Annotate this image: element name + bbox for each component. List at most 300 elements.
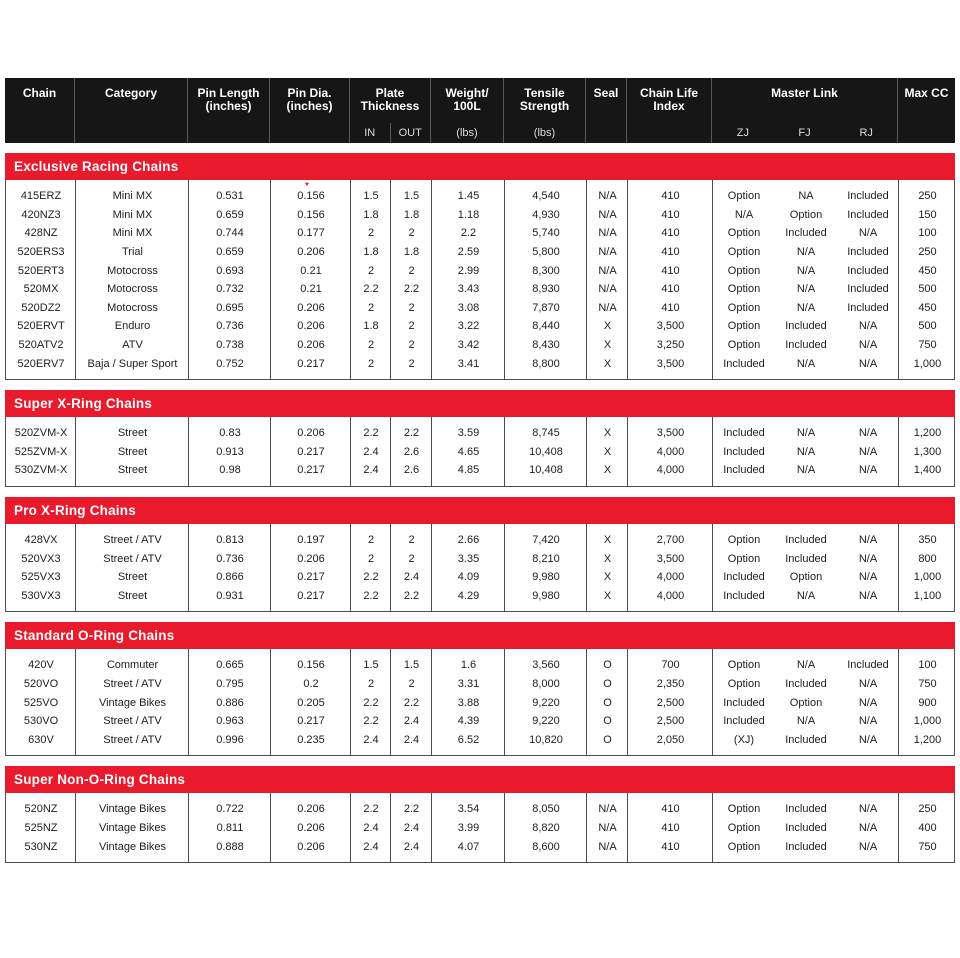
cell-seal: X bbox=[603, 445, 612, 458]
cell-pin-length: 0.795 bbox=[216, 677, 244, 690]
cell-chain-life-index: 2,700 bbox=[656, 534, 685, 547]
column-subheader-out: OUT bbox=[390, 123, 431, 143]
cell-chain-life-index: 4,000 bbox=[656, 571, 685, 584]
cell-weight-100l: 1.6 bbox=[460, 659, 477, 672]
cell-master-rj: N/A bbox=[858, 840, 878, 853]
cell-seal: N/A bbox=[598, 821, 617, 834]
table-header-row bbox=[5, 78, 955, 143]
cell-max-cc: 1,000 bbox=[913, 715, 942, 728]
column-divider bbox=[350, 524, 351, 611]
cell-plate-in: 2.4 bbox=[363, 821, 379, 834]
cell-plate-out: 2.2 bbox=[403, 427, 420, 440]
cell-seal: O bbox=[603, 715, 612, 728]
cell-chain-life-index: 4,000 bbox=[656, 589, 685, 602]
cell-chain: 520ATV2 bbox=[18, 339, 64, 352]
cell-chain: 630V bbox=[28, 733, 54, 746]
column-header-max-cc bbox=[898, 78, 955, 143]
column-divider bbox=[504, 793, 505, 862]
table-row bbox=[6, 243, 954, 262]
cell-seal: O bbox=[603, 696, 612, 709]
cell-plate-in: 2.2 bbox=[363, 696, 379, 709]
column-header-label bbox=[270, 78, 349, 143]
column-divider bbox=[627, 524, 628, 611]
cell-chain: 420NZ3 bbox=[21, 208, 61, 221]
cell-master-fj: Included bbox=[785, 821, 827, 834]
cell-master-fj: N/A bbox=[796, 589, 816, 602]
cell-plate-out: 2 bbox=[408, 320, 415, 333]
cell-weight-100l: 2.59 bbox=[457, 246, 480, 259]
cell-chain-life-index: 4,000 bbox=[656, 445, 685, 458]
cell-master-zj: Included bbox=[723, 696, 765, 709]
cell-category: Trial bbox=[122, 246, 143, 259]
cell-category: Commuter bbox=[106, 659, 159, 672]
cell-plate-out: 2.2 bbox=[403, 696, 420, 709]
column-header-label bbox=[350, 78, 430, 123]
column-header-chain-life-index bbox=[627, 78, 712, 143]
cell-weight-100l: 4.85 bbox=[457, 464, 480, 477]
cell-plate-in: 2 bbox=[367, 339, 375, 352]
cell-chain: 525VO bbox=[23, 696, 59, 709]
cell-category: Street / ATV bbox=[103, 733, 162, 746]
column-divider bbox=[898, 417, 899, 486]
chain-spec-table bbox=[5, 78, 955, 863]
cell-max-cc: 250 bbox=[918, 803, 937, 816]
cell-pin-length: 0.913 bbox=[216, 445, 244, 458]
cell-chain-life-index: 410 bbox=[661, 301, 680, 314]
cell-pin-dia: 0.21 bbox=[300, 264, 322, 277]
cell-category: Motocross bbox=[107, 264, 158, 277]
cell-tensile-strength: 9,980 bbox=[532, 589, 560, 602]
cell-plate-out: 2 bbox=[408, 677, 415, 690]
cell-max-cc: 350 bbox=[918, 534, 937, 547]
cell-master-rj: N/A bbox=[858, 571, 878, 584]
cell-weight-100l: 2.66 bbox=[457, 534, 480, 547]
cell-master-fj: N/A bbox=[796, 464, 816, 477]
column-divider bbox=[898, 524, 899, 611]
column-subheader-lbs: (lbs) bbox=[533, 127, 556, 139]
cell-master-zj: N/A bbox=[734, 208, 754, 221]
cell-weight-100l: 1.45 bbox=[457, 190, 480, 203]
cell-master-zj: Included bbox=[723, 445, 765, 458]
cell-chain: 520ERV7 bbox=[17, 357, 65, 370]
column-divider bbox=[504, 180, 505, 379]
cell-master-fj: Included bbox=[785, 803, 827, 816]
column-header-text: (inches) bbox=[286, 99, 333, 113]
cell-pin-length: 0.886 bbox=[216, 696, 244, 709]
cell-plate-in: 2 bbox=[367, 301, 375, 314]
column-header-plate-thickness bbox=[350, 78, 431, 143]
column-header-text: Chain Life bbox=[639, 86, 698, 100]
cell-pin-dia: 0.156 bbox=[297, 208, 325, 221]
cell-pin-length: 0.693 bbox=[216, 264, 244, 277]
table-row bbox=[6, 656, 954, 675]
cell-master-rj: N/A bbox=[858, 320, 878, 333]
cell-weight-100l: 4.09 bbox=[457, 571, 480, 584]
cell-max-cc: 750 bbox=[918, 339, 937, 352]
cell-category: Street / ATV bbox=[103, 552, 162, 565]
cell-master-rj: N/A bbox=[858, 715, 878, 728]
column-divider bbox=[431, 180, 432, 379]
cell-pin-dia: 0.206 bbox=[297, 427, 325, 440]
column-header-text: Strength bbox=[519, 99, 570, 113]
section-body bbox=[5, 793, 955, 863]
cell-plate-out: 2 bbox=[408, 227, 415, 240]
cell-master-rj: Included bbox=[847, 246, 889, 259]
cell-chain: 525VX3 bbox=[21, 571, 61, 584]
cell-seal: N/A bbox=[598, 227, 617, 240]
cell-pin-dia: 0.206 bbox=[297, 803, 325, 816]
cell-seal: O bbox=[603, 677, 612, 690]
cell-master-zj: Option bbox=[727, 534, 761, 547]
cell-seal: O bbox=[603, 733, 612, 746]
column-header-text: Chain bbox=[22, 86, 57, 100]
column-header-label bbox=[627, 78, 711, 143]
cell-max-cc: 1,100 bbox=[913, 589, 942, 602]
column-header-category bbox=[75, 78, 188, 143]
section-header-band bbox=[5, 497, 955, 524]
cell-weight-100l: 6.52 bbox=[457, 733, 480, 746]
cell-master-fj: Included bbox=[785, 733, 827, 746]
cell-weight-100l: 4.29 bbox=[457, 589, 480, 602]
column-divider bbox=[390, 649, 391, 755]
cell-pin-dia: 0.21 bbox=[300, 283, 322, 296]
cell-weight-100l: 4.39 bbox=[457, 715, 480, 728]
column-subheaders bbox=[504, 123, 585, 143]
section-body bbox=[5, 524, 955, 612]
cell-master-fj: N/A bbox=[796, 301, 816, 314]
cell-plate-out: 1.8 bbox=[403, 208, 420, 221]
cell-chain: 520NZ bbox=[24, 803, 58, 816]
column-divider bbox=[75, 417, 76, 486]
cell-pin-length: 0.83 bbox=[219, 427, 241, 440]
cell-tensile-strength: 9,220 bbox=[532, 696, 560, 709]
cell-pin-dia: 0.2 bbox=[303, 677, 319, 690]
cell-weight-100l: 3.35 bbox=[457, 552, 480, 565]
column-header-label bbox=[188, 78, 269, 143]
cell-chain-life-index: 410 bbox=[661, 227, 680, 240]
cell-pin-length: 0.811 bbox=[216, 821, 244, 834]
column-header-master-link bbox=[712, 78, 898, 143]
cell-tensile-strength: 8,300 bbox=[532, 264, 560, 277]
cell-seal: N/A bbox=[598, 208, 617, 221]
cell-pin-length: 0.736 bbox=[216, 552, 244, 565]
cell-master-zj: Option bbox=[727, 552, 761, 565]
cell-category: Vintage Bikes bbox=[98, 840, 167, 853]
cell-plate-out: 2.4 bbox=[403, 840, 420, 853]
column-divider bbox=[627, 793, 628, 862]
cell-master-rj: N/A bbox=[858, 339, 878, 352]
column-subheader-in: IN bbox=[364, 127, 376, 139]
cell-weight-100l: 3.41 bbox=[457, 357, 480, 370]
column-divider bbox=[898, 180, 899, 379]
column-subheaders bbox=[712, 123, 897, 143]
section-body bbox=[5, 417, 955, 487]
column-divider bbox=[627, 417, 628, 486]
cell-pin-length: 0.98 bbox=[219, 464, 241, 477]
column-header-label bbox=[712, 78, 897, 123]
cell-category: Vintage Bikes bbox=[98, 821, 167, 834]
cell-weight-100l: 3.88 bbox=[457, 696, 480, 709]
table-row bbox=[6, 712, 954, 731]
column-divider bbox=[350, 649, 351, 755]
cell-pin-length: 0.866 bbox=[216, 571, 244, 584]
cell-master-zj: Included bbox=[723, 464, 765, 477]
cell-category: Vintage Bikes bbox=[98, 803, 167, 816]
cell-pin-dia: 0.206 bbox=[297, 246, 325, 259]
cell-tensile-strength: 9,980 bbox=[532, 571, 560, 584]
cell-pin-dia: 0.197 bbox=[297, 534, 325, 547]
cell-seal: N/A bbox=[598, 803, 617, 816]
cell-chain: 520VO bbox=[23, 677, 59, 690]
column-header-label bbox=[5, 78, 74, 143]
cell-master-rj: N/A bbox=[858, 696, 878, 709]
cell-master-fj: Included bbox=[785, 677, 827, 690]
cell-plate-out: 2.2 bbox=[403, 803, 420, 816]
cell-chain-life-index: 2,350 bbox=[656, 677, 685, 690]
cell-plate-in: 2.2 bbox=[363, 589, 379, 602]
cell-chain-life-index: 410 bbox=[661, 190, 680, 203]
cell-master-fj: Included bbox=[785, 552, 827, 565]
cell-tensile-strength: 5,800 bbox=[532, 246, 560, 259]
cell-master-fj: N/A bbox=[796, 445, 816, 458]
cell-pin-dia: 0.156 bbox=[297, 190, 325, 203]
cell-master-rj: N/A bbox=[858, 677, 878, 690]
cell-master-rj: N/A bbox=[858, 427, 878, 440]
column-subheader-lbs: (lbs) bbox=[456, 127, 478, 139]
cell-chain: 420V bbox=[28, 659, 54, 672]
section-header-band bbox=[5, 153, 955, 180]
cell-max-cc: 1,000 bbox=[913, 571, 942, 584]
column-divider bbox=[898, 793, 899, 862]
cell-pin-dia: 0.156 bbox=[297, 659, 325, 672]
cell-plate-in: 2 bbox=[367, 552, 375, 565]
column-divider bbox=[586, 524, 587, 611]
cell-master-fj: N/A bbox=[796, 427, 816, 440]
cell-plate-out: 2 bbox=[408, 357, 415, 370]
column-header-seal bbox=[586, 78, 627, 143]
cell-tensile-strength: 8,745 bbox=[532, 427, 560, 440]
cell-plate-in: 2.4 bbox=[363, 733, 379, 746]
cell-master-zj: Included bbox=[723, 571, 765, 584]
cell-category: Street bbox=[117, 571, 148, 584]
cell-tensile-strength: 9,220 bbox=[532, 715, 560, 728]
cell-pin-dia: 0.235 bbox=[297, 733, 325, 746]
column-header-text: 100L bbox=[453, 99, 481, 113]
cell-category: Street bbox=[117, 427, 148, 440]
cell-chain: 520ERT3 bbox=[17, 264, 65, 277]
cell-seal: N/A bbox=[598, 283, 617, 296]
table-row bbox=[6, 187, 954, 206]
table-row bbox=[6, 568, 954, 587]
cell-chain-life-index: 3,500 bbox=[656, 320, 685, 333]
column-header-text: Weight/ bbox=[445, 86, 489, 100]
cell-category: Street bbox=[117, 445, 148, 458]
cell-master-fj: Included bbox=[785, 320, 827, 333]
cell-tensile-strength: 8,050 bbox=[532, 803, 560, 816]
cell-tensile-strength: 8,000 bbox=[532, 677, 560, 690]
column-divider bbox=[712, 417, 713, 486]
cell-pin-length: 0.695 bbox=[216, 301, 244, 314]
cell-plate-in: 1.8 bbox=[363, 208, 379, 221]
cell-tensile-strength: 7,420 bbox=[532, 534, 560, 547]
cell-plate-out: 2 bbox=[408, 534, 415, 547]
cell-chain-life-index: 3,500 bbox=[656, 427, 685, 440]
cell-pin-dia: 0.206 bbox=[297, 840, 325, 853]
column-subheader-rj: RJ bbox=[859, 127, 873, 139]
cell-chain: 530ZVM-X bbox=[14, 464, 68, 477]
column-divider bbox=[712, 180, 713, 379]
column-header-label bbox=[898, 78, 955, 143]
column-header-pin-dia bbox=[270, 78, 350, 143]
cell-master-rj: Included bbox=[847, 283, 889, 296]
table-row bbox=[6, 443, 954, 462]
cell-chain: 428VX bbox=[24, 534, 58, 547]
cell-seal: X bbox=[603, 339, 612, 352]
cell-master-fj: N/A bbox=[796, 283, 816, 296]
cell-plate-out: 2 bbox=[408, 552, 415, 565]
column-subheaders bbox=[350, 123, 430, 143]
cell-pin-length: 0.732 bbox=[216, 283, 244, 296]
column-header-text: Thickness bbox=[360, 99, 420, 113]
column-divider bbox=[586, 649, 587, 755]
cell-pin-dia: 0.217 bbox=[297, 589, 325, 602]
cell-tensile-strength: 5,740 bbox=[532, 227, 560, 240]
cell-master-rj: Included bbox=[847, 208, 889, 221]
column-header-text: Tensile bbox=[524, 86, 565, 100]
cell-tensile-strength: 4,540 bbox=[532, 190, 560, 203]
cell-chain-life-index: 410 bbox=[661, 246, 680, 259]
column-header-text: Index bbox=[653, 99, 685, 113]
cell-max-cc: 400 bbox=[918, 821, 937, 834]
cell-chain-life-index: 2,500 bbox=[656, 696, 685, 709]
cell-pin-length: 0.752 bbox=[216, 357, 244, 370]
cell-master-fj: N/A bbox=[796, 246, 816, 259]
cell-plate-in: 2.4 bbox=[363, 840, 379, 853]
cell-weight-100l: 3.43 bbox=[457, 283, 480, 296]
cell-weight-100l: 3.59 bbox=[457, 427, 480, 440]
cell-seal: X bbox=[603, 427, 612, 440]
column-divider bbox=[75, 649, 76, 755]
cell-tensile-strength: 8,440 bbox=[532, 320, 560, 333]
cell-category: Mini MX bbox=[112, 227, 153, 240]
cell-pin-length: 0.931 bbox=[216, 589, 244, 602]
column-divider bbox=[270, 417, 271, 486]
cell-master-zj: Option bbox=[727, 803, 761, 816]
cell-plate-out: 2.4 bbox=[403, 821, 420, 834]
cell-master-zj: Option bbox=[727, 320, 761, 333]
column-header-label bbox=[586, 78, 626, 143]
cell-tensile-strength: 8,820 bbox=[532, 821, 560, 834]
cell-max-cc: 500 bbox=[918, 320, 937, 333]
cell-plate-out: 1.5 bbox=[403, 190, 420, 203]
table-row bbox=[6, 587, 954, 606]
column-divider bbox=[350, 417, 351, 486]
cell-weight-100l: 3.99 bbox=[457, 821, 480, 834]
cell-plate-in: 2.2 bbox=[363, 427, 379, 440]
cell-weight-100l: 3.42 bbox=[457, 339, 480, 352]
cell-plate-in: 2.2 bbox=[363, 283, 379, 296]
cell-tensile-strength: 4,930 bbox=[532, 208, 560, 221]
cell-master-fj: N/A bbox=[796, 715, 816, 728]
cell-master-rj: N/A bbox=[858, 357, 878, 370]
section-header-band bbox=[5, 766, 955, 793]
cell-category: Street / ATV bbox=[103, 534, 162, 547]
cell-plate-out: 2.4 bbox=[403, 733, 420, 746]
cell-plate-in: 2.2 bbox=[363, 715, 379, 728]
cell-chain-life-index: 410 bbox=[661, 283, 680, 296]
cell-plate-out: 2.6 bbox=[403, 464, 420, 477]
column-divider bbox=[188, 793, 189, 862]
cell-max-cc: 1,200 bbox=[913, 427, 942, 440]
cell-max-cc: 150 bbox=[918, 208, 937, 221]
column-divider bbox=[390, 180, 391, 379]
cell-master-rj: Included bbox=[847, 190, 889, 203]
cell-master-fj: NA bbox=[798, 190, 814, 203]
cell-category: Mini MX bbox=[112, 208, 153, 221]
column-divider bbox=[586, 180, 587, 379]
cell-chain-life-index: 700 bbox=[661, 659, 680, 672]
cell-pin-length: 0.963 bbox=[216, 715, 244, 728]
cell-plate-out: 2 bbox=[408, 264, 415, 277]
column-header-text: Pin Length bbox=[197, 86, 260, 100]
cell-tensile-strength: 7,870 bbox=[532, 301, 560, 314]
cell-master-zj: Included bbox=[723, 715, 765, 728]
column-header-text: Plate bbox=[375, 86, 405, 100]
cell-chain: 530NZ bbox=[24, 840, 58, 853]
column-header-text: Master Link bbox=[771, 86, 838, 100]
column-divider bbox=[390, 793, 391, 862]
section-body bbox=[5, 180, 955, 380]
cell-master-rj: Included bbox=[847, 301, 889, 314]
column-divider bbox=[712, 793, 713, 862]
column-header-pin-length bbox=[188, 78, 270, 143]
cell-chain: 525ZVM-X bbox=[14, 445, 68, 458]
cell-category: Enduro bbox=[114, 320, 151, 333]
cell-plate-in: 1.5 bbox=[363, 190, 379, 203]
cell-seal: N/A bbox=[598, 301, 617, 314]
column-header-label bbox=[504, 78, 585, 123]
cell-master-rj: N/A bbox=[858, 589, 878, 602]
cell-max-cc: 750 bbox=[918, 677, 937, 690]
cell-pin-length: 0.665 bbox=[216, 659, 244, 672]
cell-master-zj: (XJ) bbox=[733, 733, 755, 746]
column-divider bbox=[712, 649, 713, 755]
cell-master-zj: Option bbox=[727, 339, 761, 352]
column-divider bbox=[712, 524, 713, 611]
table-row bbox=[6, 206, 954, 225]
section-title: Standard O-Ring Chains bbox=[14, 628, 175, 644]
column-header-label bbox=[75, 78, 187, 143]
cell-master-rj: N/A bbox=[858, 227, 878, 240]
cell-master-zj: Option bbox=[727, 821, 761, 834]
cell-category: Vintage Bikes bbox=[98, 696, 167, 709]
column-divider bbox=[75, 793, 76, 862]
column-header-text: Seal bbox=[593, 86, 619, 100]
cell-pin-dia: 0.206 bbox=[297, 821, 325, 834]
section-body bbox=[5, 649, 955, 756]
cell-seal: N/A bbox=[598, 264, 617, 277]
cell-master-fj: N/A bbox=[796, 659, 816, 672]
cell-plate-out: 1.5 bbox=[403, 659, 420, 672]
column-subheader-zj: ZJ bbox=[736, 127, 749, 139]
cell-category: Baja / Super Sport bbox=[87, 357, 178, 370]
cell-max-cc: 1,400 bbox=[913, 464, 942, 477]
cell-pin-dia: 0.217 bbox=[297, 445, 325, 458]
section-header-band bbox=[5, 390, 955, 417]
footnote-mark: * bbox=[305, 181, 309, 192]
cell-pin-dia: 0.206 bbox=[297, 320, 325, 333]
cell-master-rj: N/A bbox=[858, 821, 878, 834]
